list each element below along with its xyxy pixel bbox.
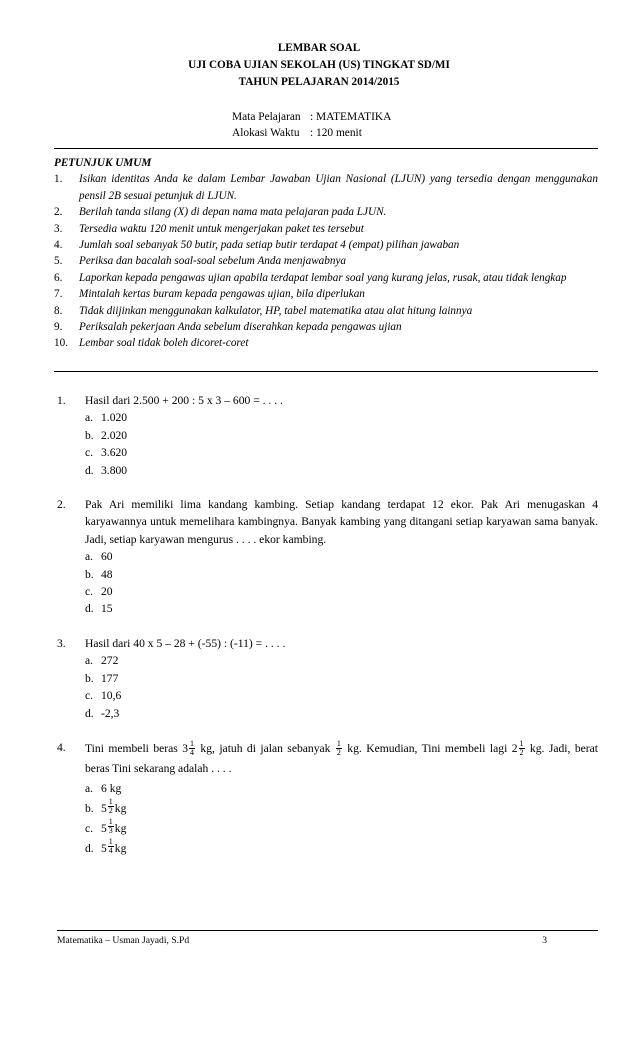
- question-number: 3.: [57, 636, 66, 650]
- instruction-number: 10.: [54, 337, 68, 350]
- option-unit: kg: [114, 801, 127, 815]
- instruction-text: Jumlah soal sebanyak 50 butir, pada setiap butir terdapat 4 (empat) pilihan jawaban: [79, 239, 460, 252]
- question-body: [85, 739, 598, 859]
- question-text: Hasil dari 2.500 + 200 : 5 x 3 – 600 = . . . .: [85, 394, 283, 407]
- option-text: 3.620: [101, 446, 128, 460]
- question-number: 2.: [57, 498, 66, 512]
- answer-option: [85, 836, 598, 859]
- instruction-item: [54, 303, 598, 319]
- instruction-number: 8.: [54, 304, 63, 317]
- instruction-number: 1.: [54, 173, 63, 186]
- option-letter: d.: [85, 841, 94, 855]
- option-letter: d.: [85, 463, 94, 477]
- option-letter: b.: [85, 671, 94, 685]
- instruction-text: Isikan identitas Anda ke dalam Lembar Jawaban Ujian Nasional (LJUN) yang tersedia dengan menggunakan pensil 2B sesuai petunjuk di LJUN.: [79, 173, 598, 202]
- question-item: [57, 496, 598, 618]
- header-school-year: TAHUN PELAJARAN 2014/2015: [238, 76, 400, 88]
- instruction-text: Tidak diijinkan menggunakan kalkulator, HP, tabel matematika atau alat hitung lainnya: [79, 304, 473, 317]
- meta-time-label: Alokasi Waktu: [232, 127, 300, 139]
- option-letter: d.: [85, 706, 94, 720]
- answer-option: [85, 444, 598, 461]
- fraction: [336, 740, 342, 757]
- instruction-number: 6.: [54, 271, 63, 284]
- instruction-text: Tersedia waktu 120 menit untuk mengerjakan paket tes tersebut: [79, 222, 364, 235]
- question-body: [85, 635, 598, 722]
- fraction: [108, 798, 114, 818]
- instruction-item: [54, 204, 598, 220]
- option-text: 20: [101, 585, 113, 599]
- answer-options: [85, 779, 598, 859]
- instruction-item: [54, 221, 598, 237]
- instruction-item: [54, 286, 598, 302]
- fraction-denominator: 2: [108, 805, 113, 815]
- answer-options: [85, 652, 598, 722]
- instruction-number: 3.: [54, 222, 63, 235]
- option-text: 1.020: [101, 411, 128, 425]
- answer-option: [85, 583, 598, 600]
- instruction-item: [54, 270, 598, 286]
- option-letter: a.: [85, 781, 94, 795]
- fraction-denominator: 2: [519, 747, 524, 757]
- fraction: [519, 740, 525, 757]
- question-item: [57, 392, 598, 479]
- question-text: Hasil dari 40 x 5 – 28 + (-55) : (-11) = . . . .: [85, 636, 286, 650]
- document-header: [0, 40, 638, 91]
- fraction-numerator: 1: [108, 816, 113, 826]
- option-letter: b.: [85, 801, 94, 815]
- top-divider: [54, 148, 598, 149]
- option-text: 3.800: [101, 463, 128, 477]
- exam-meta: [232, 109, 391, 141]
- option-letter: b.: [85, 428, 94, 442]
- question-item: [57, 739, 598, 859]
- footer-author: Matematika – Usman Jayadi, S.Pd: [57, 935, 190, 946]
- instruction-text: Lembar soal tidak boleh dicoret-coret: [79, 337, 249, 350]
- instruction-item: [54, 319, 598, 335]
- instruction-item: [54, 171, 598, 204]
- meta-time-value: : 120 menit: [310, 127, 362, 139]
- fraction: [108, 818, 114, 838]
- fraction: [108, 838, 114, 858]
- instruction-number: 9.: [54, 321, 63, 334]
- q4-text-part3: kg. Kemudian, Tini membeli lagi 2: [342, 741, 518, 755]
- question-text: Pak Ari memiliki lima kandang kambing. Setiap kandang terdapat 12 ekor. Pak Ari menugaskan 4 karyawannya untuk memelihara kambingnya. Banyak kambing yang ditangani setiap karyawan sama banyak. Jadi, setiap karyawan mengurus . . . . ekor kambing.: [85, 498, 598, 546]
- option-whole: 5: [101, 841, 107, 855]
- instruction-text: Periksa dan bacalah soal-soal sebelum Anda menjawabnya: [79, 255, 347, 268]
- instruction-text: Mintalah kertas buram kepada pengawas ujian, bila diperlukan: [79, 288, 365, 301]
- fraction-denominator: 4: [190, 747, 194, 757]
- option-text: 10,6: [101, 689, 122, 703]
- fraction: [189, 740, 195, 757]
- instructions-title: PETUNJUK UMUM: [54, 157, 152, 169]
- question-items: [57, 392, 598, 722]
- instruction-text: Laporkan kepada pengawas ujian apabila terdapat lembar soal yang kurang jelas, rusak, atau tidak lengkap: [79, 271, 567, 284]
- answer-options: [85, 548, 598, 618]
- q4-text-part1: Tini membeli beras 3: [85, 741, 188, 755]
- header-title: LEMBAR SOAL: [277, 42, 361, 54]
- option-letter: c.: [85, 821, 94, 835]
- page-number: 3: [542, 935, 547, 946]
- answer-option: [85, 566, 598, 583]
- fraction-numerator: 1: [190, 738, 194, 748]
- question-number: 1.: [57, 394, 66, 407]
- meta-time-row: [232, 125, 391, 141]
- answer-option: [85, 705, 598, 722]
- answer-option: [85, 409, 598, 426]
- answer-option: [85, 462, 598, 479]
- fraction-denominator: 4: [108, 845, 113, 855]
- option-letter: c.: [85, 585, 94, 599]
- meta-subject-value: : MATEMATIKA: [310, 111, 392, 123]
- answer-option: [85, 779, 598, 799]
- answer-option: [85, 548, 598, 565]
- option-text: 2.020: [101, 428, 128, 442]
- instruction-number: 4.: [54, 239, 63, 252]
- answer-option: [85, 652, 598, 669]
- instruction-text: Berilah tanda silang (X) di depan nama mata pelajaran pada LJUN.: [79, 206, 387, 219]
- header-exam-name: UJI COBA UJIAN SEKOLAH (US) TINGKAT SD/MI: [188, 59, 450, 71]
- q4-text-part4: kg. Jadi, berat beras Tini sekarang adalah . . . .: [85, 741, 599, 775]
- option-text: 48: [101, 567, 113, 581]
- page-footer: [57, 935, 547, 946]
- instruction-number: 2.: [54, 206, 63, 219]
- fraction-numerator: 1: [519, 738, 524, 748]
- instruction-number: 7.: [54, 288, 63, 301]
- question-body: [85, 496, 598, 618]
- instruction-number: 5.: [54, 255, 63, 268]
- question-body: [85, 392, 598, 479]
- instructions-divider: [54, 371, 598, 372]
- fraction-numerator: 1: [108, 796, 113, 806]
- meta-subject-label: Mata Pelajaran: [232, 111, 301, 123]
- answer-option: [85, 687, 598, 704]
- option-text: 15: [101, 602, 113, 616]
- answer-option: [85, 796, 598, 819]
- option-whole: 6 kg: [101, 781, 122, 795]
- option-whole: 5: [101, 801, 107, 815]
- instruction-item: [54, 237, 598, 253]
- instruction-item: [54, 335, 598, 351]
- general-instructions: [54, 155, 598, 352]
- option-whole: 5: [101, 821, 107, 835]
- meta-subject-row: [232, 109, 391, 125]
- question-item: [57, 635, 598, 722]
- option-letter: c.: [85, 446, 94, 460]
- fraction-denominator: 3: [108, 825, 113, 835]
- option-letter: a.: [85, 550, 94, 564]
- fraction-numerator: 1: [108, 836, 113, 846]
- answer-option: [85, 816, 598, 839]
- instruction-text: Periksalah pekerjaan Anda sebelum diserahkan kepada pengawas ujian: [79, 321, 402, 334]
- option-text: 272: [101, 654, 119, 668]
- fraction-denominator: 2: [336, 747, 341, 757]
- option-text: 60: [101, 550, 113, 564]
- option-letter: c.: [85, 689, 94, 703]
- instruction-item: [54, 253, 598, 269]
- answer-options: [85, 409, 598, 479]
- option-text: 177: [101, 671, 119, 685]
- q4-text-part2: kg, jatuh di jalan sebanyak: [196, 741, 335, 755]
- option-letter: d.: [85, 602, 94, 616]
- option-unit: kg: [114, 841, 127, 855]
- option-unit: kg: [114, 821, 127, 835]
- answer-option: [85, 600, 598, 617]
- option-text: -2,3: [101, 706, 120, 720]
- instructions-list: [54, 171, 598, 351]
- answer-option: [85, 670, 598, 687]
- footer-divider: [57, 930, 598, 931]
- question-number: 4.: [57, 740, 66, 754]
- option-letter: b.: [85, 567, 94, 581]
- option-letter: a.: [85, 654, 94, 668]
- question-list: [57, 392, 598, 859]
- option-letter: a.: [85, 411, 94, 425]
- answer-option: [85, 427, 598, 444]
- fraction-numerator: 1: [336, 738, 341, 748]
- question-text: [85, 739, 598, 779]
